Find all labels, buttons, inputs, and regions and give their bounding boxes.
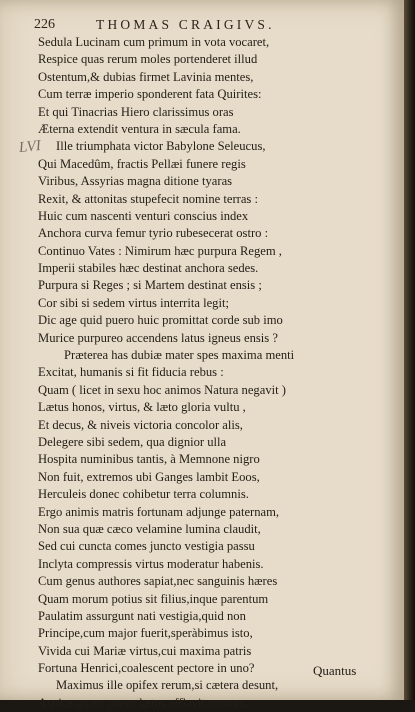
verse-line: Et qui Tinacrias Hiero clarissimus oras [38,104,234,119]
verse-line: Non fuit, extremos ubi Ganges lambit Eoos, [38,469,260,484]
verse-line: Fortuna Henrici,coalescent pectore in uno? [38,661,255,676]
verse-line: Purpura si Reges ; si Martem destinat ensis ; [38,278,262,293]
verse-line: Ostentum,& dubias firmet Lavinia mentes, [38,69,254,84]
verse-line: Sedula Lucinam cum primum in vota vocaret, [38,35,270,49]
verse-line: Cor sibi si sedem virtus interrita legit; [38,295,229,310]
verse-line: Vivida cui Mariæ virtus,cui maxima patris [38,643,252,658]
verse-line: Cum terræ imperio sponderent fata Quirites: [38,87,262,102]
verse-line: Rexit, & attonitas stupefecit nomine terras : [38,191,258,206]
verse-line: Continuo Vates : Nimirum hæc purpura Regem , [38,243,282,258]
verse-line: Excitat, humanis si fit fiducia rebus : [38,365,224,380]
verse-line: Principe,cum major fuerit,speràbimus isto, [38,626,253,641]
verse-line: Hospita numinibus tantis, à Memnone nigro [38,452,260,467]
verse-line: Qui Macedûm, fractis Pellæi funere regis [38,156,246,171]
page-number: 226 [34,17,55,32]
verse-line: Anchora curva femur tyrio rubesecerat ostro : [38,226,269,241]
verse-line: Aspice quam puero lætos afflavit amores, [38,695,248,710]
verse-line: Cum genus authores sapiat,nec sanguinis hæres [38,574,278,589]
verse-line: Huic cum nascenti venturi conscius index [38,208,249,223]
verse-line: Lætus honos, virtus, & læto gloria vultu , [38,400,246,415]
page-header [34,17,364,35]
verse-line: Dic age quid puero huic promittat corde sub imo [38,313,283,328]
verse-line: Præterea has dubiæ mater spes maxima menti [64,348,295,363]
verse-line: Herculeis donec cohibetur terra columnis. [38,487,249,502]
verse-line: Ille triumphata victor Babylone Seleucus, [56,139,266,154]
verse-line: Æterna extendit ventura in sæcula fama. [38,121,241,136]
verse-line: Respice quas rerum moles portenderet illud [38,52,258,67]
verse-line: Viribus, Assyrias magna ditione tyaras [38,174,233,189]
verse-line: Paulatim assurgunt nati vestigia,quid non [38,608,246,623]
verse-line: Et decus, & niveis victoria concolor alis, [38,417,243,432]
verse-line: Inclyta compressis virtus moderatur habenis. [38,556,264,571]
verse-line: Quam ( licet in sexu hoc animos Natura negavit ) [38,382,286,397]
verse-line: Sed cui cuncta comes juncto vestigia passu [38,539,255,554]
verse-line: Maximus ille opifex rerum,si cætera desunt, [56,678,279,693]
margin-note: LVI [18,137,42,157]
verse-line: Ergo animis matris fortunam adjunge paternam, [38,504,280,519]
verse-line: Non sua quæ cæco velamine lumina claudit, [38,521,261,536]
page-gutter [404,0,415,700]
catchword: Quantus [313,663,357,678]
verse-line: Murice purpureo accendens latus igneus ensis ? [38,330,278,345]
verse-line: Imperii stabiles hæc destinat anchora sedes. [38,261,259,276]
verse-body [38,34,378,712]
verse-line: Delegere sibi sedem, qua dignior ulla [38,434,227,449]
verse-line: Quam morum potius sit filius,inque parentum [38,591,269,606]
running-title: THOMAS CRAIGIVS. [96,17,275,32]
